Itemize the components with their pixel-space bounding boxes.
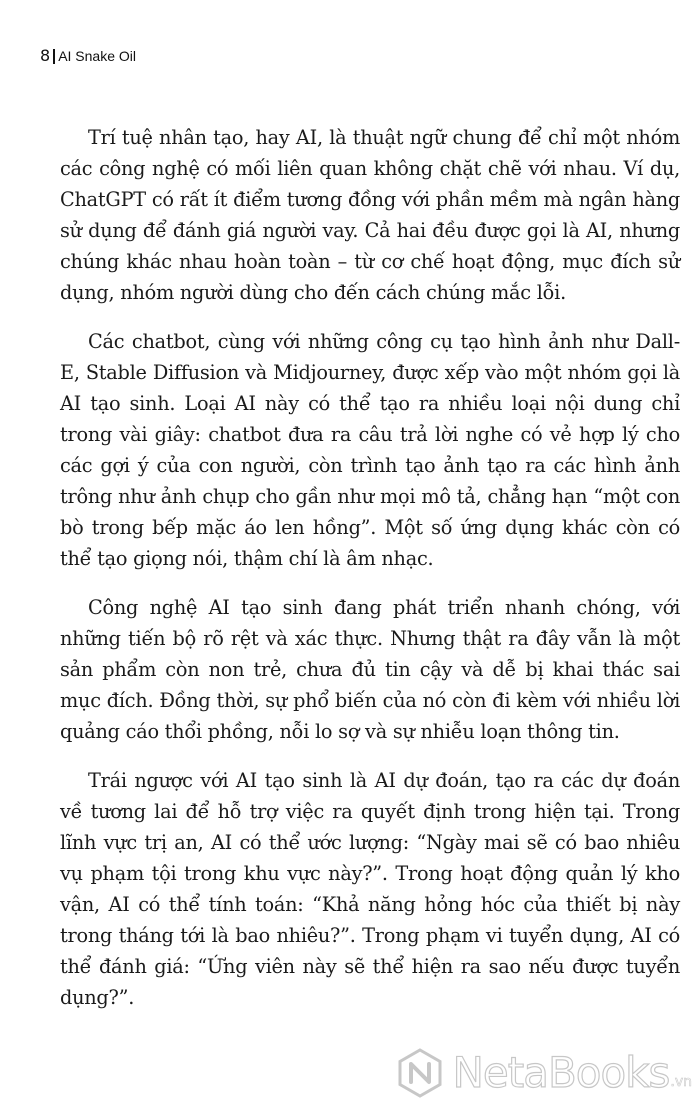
watermark-brand: NetaBooks: [452, 1048, 670, 1097]
paragraph-3: Công nghệ AI tạo sinh đang phát triển nhanh chóng, với những tiến bộ rõ rệt và xác thực. Nhưng thật ra đây vẫn là một sản phẩm còn non trẻ, chưa đủ tin cậy và dễ bị khai thác sai mục đích. Đồng thời, sự phổ biến của nó còn đi kèm với nhiều lời quảng cáo thổi phồng, nỗi lo sợ và sự nhiễu loạn thông tin.: [60, 596, 680, 743]
paragraph-4: Trái ngược với AI tạo sinh là AI dự đoán, tạo ra các dự đoán về tương lai để hỗ trợ việc ra quyết định trong hiện tại. Trong lĩnh vực trị an, AI có thể ước lượng: “Ngày mai sẽ có bao nhiêu vụ phạm tội trong khu vực này?”. Trong hoạt động quản lý kho vận, AI có thể tính toán: “Khả năng hỏng hóc của thiết bị này trong tháng tới là bao nhiêu?”. Trong phạm vi tuyển dụng, AI có thể đánh giá: “Ứng viên này sẽ thể hiện ra sao nếu được tuyển dụng?”.: [60, 769, 680, 1009]
page-body: [60, 122, 680, 1031]
watermark-domain: .vn: [670, 1074, 692, 1090]
running-header: [40, 48, 136, 64]
paragraph-1: Trí tuệ nhân tạo, hay AI, là thuật ngữ chung để chỉ một nhóm các công nghệ có mối liên quan không chặt chẽ với nhau. Ví dụ, ChatGPT có rất ít điểm tương đồng với phần mềm mà ngân hàng sử dụng để đánh giá người vay. Cả hai đều được gọi là AI, nhưng chúng khác nhau hoàn toàn – từ cơ chế hoạt động, mục đích sử dụng, nhóm người dùng cho đến cách chúng mắc lỗi.: [60, 126, 680, 304]
page-number: 8: [40, 46, 51, 65]
book-title: AI Snake Oil: [58, 48, 137, 64]
watermark: [395, 1048, 692, 1098]
netabooks-logo-icon: [395, 1048, 445, 1098]
header-divider: [53, 49, 55, 64]
paragraph-2: Các chatbot, cùng với những công cụ tạo hình ảnh như Dall-E, Stable Diffusion và Midjourney, được xếp vào một nhóm gọi là AI tạo sinh. Loại AI này có thể tạo ra nhiều loại nội dung chỉ trong vài giây: chatbot đưa ra câu trả lời nghe có vẻ hợp lý cho các gợi ý của con người, còn trình tạo ảnh tạo ra các hình ảnh trông như ảnh chụp cho gần như mọi mô tả, chẳng hạn “một con bò trong bếp mặc áo len hồng”. Một số ứng dụng khác còn có thể tạo giọng nói, thậm chí là âm nhạc.: [60, 330, 680, 570]
